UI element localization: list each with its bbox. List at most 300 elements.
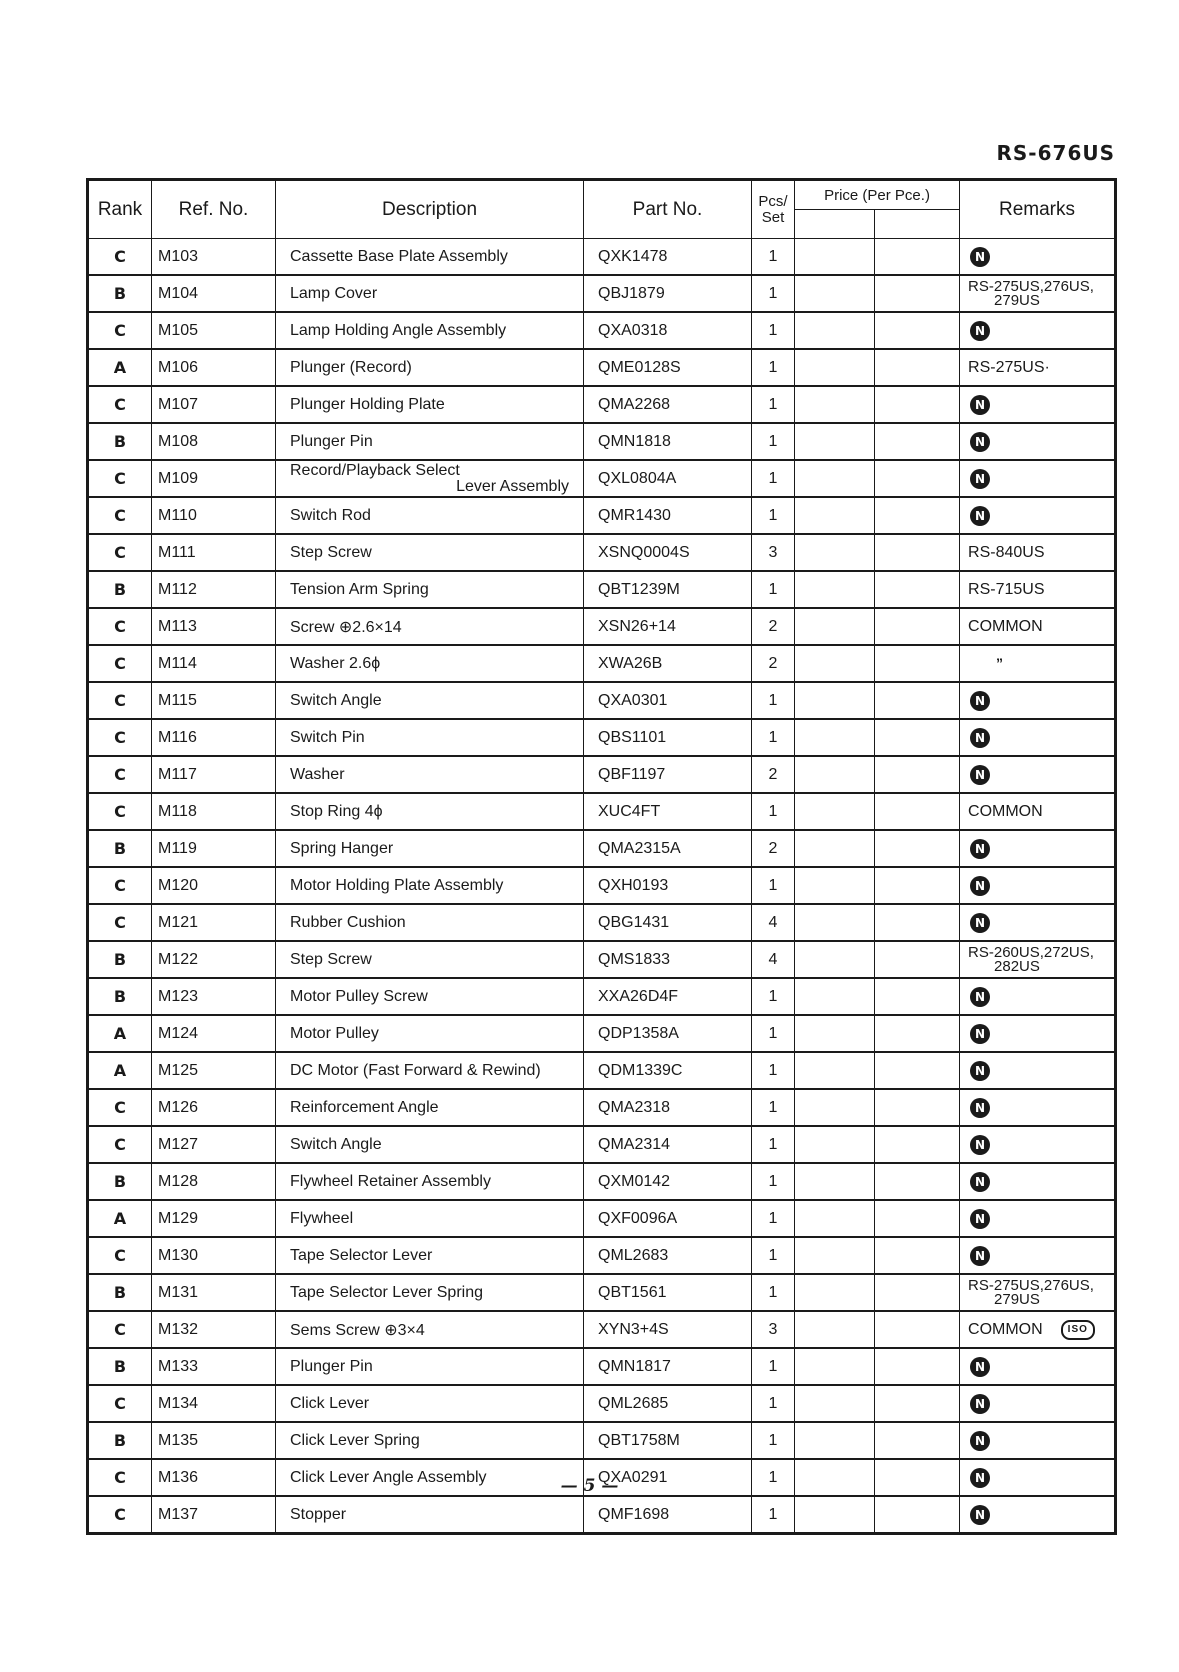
pcs-set-cell: 3 <box>752 534 795 571</box>
new-part-icon: N <box>970 395 990 415</box>
price-cell-2 <box>875 571 960 608</box>
price-cell-2 <box>875 1126 960 1163</box>
ref-no-cell: M116 <box>152 719 276 756</box>
price-cell-1 <box>795 534 875 571</box>
price-cell-2 <box>875 423 960 460</box>
ref-no-cell: M136 <box>152 1459 276 1496</box>
pcs-set-cell: 1 <box>752 1459 795 1496</box>
pcs-set-cell: 1 <box>752 275 795 312</box>
remarks-cell <box>960 1422 1116 1459</box>
pcs-set-cell: 1 <box>752 571 795 608</box>
ref-no-cell: M112 <box>152 571 276 608</box>
remarks-cell <box>960 534 1116 571</box>
remarks-cell <box>960 756 1116 793</box>
price-cell-1 <box>795 1311 875 1348</box>
remark-text: COMMON <box>968 802 1043 820</box>
price-cell-2 <box>875 239 960 276</box>
price-cell-1 <box>795 830 875 867</box>
part-no-cell: QXA0318 <box>584 312 752 349</box>
description-cell: Screw ⊕2.6×14 <box>276 608 584 645</box>
part-no-cell: QXH0193 <box>584 867 752 904</box>
remarks-cell <box>960 1274 1116 1311</box>
part-no-cell: XXA26D4F <box>584 978 752 1015</box>
rank-cell: B <box>88 1274 152 1311</box>
ref-no-cell: M110 <box>152 497 276 534</box>
new-part-icon: N <box>970 1394 990 1414</box>
description-cell: Stopper <box>276 1496 584 1534</box>
rank-cell: A <box>88 1052 152 1089</box>
remarks-cell <box>960 719 1116 756</box>
pcs-set-cell: 4 <box>752 941 795 978</box>
remarks-cell <box>960 1200 1116 1237</box>
price-cell-2 <box>875 349 960 386</box>
ref-no-cell: M137 <box>152 1496 276 1534</box>
pcs-set-cell: 1 <box>752 1385 795 1422</box>
description-cell: Tension Arm Spring <box>276 571 584 608</box>
part-no-cell: QBT1561 <box>584 1274 752 1311</box>
rank-cell: C <box>88 756 152 793</box>
new-part-icon: N <box>970 1357 990 1377</box>
description-line-2: Lever Assembly <box>456 477 569 495</box>
description-cell: Sems Screw ⊕3×4 <box>276 1311 584 1348</box>
price-cell-1 <box>795 904 875 941</box>
table-row <box>88 275 1116 312</box>
pcs-set-cell: 1 <box>752 497 795 534</box>
part-no-cell: QXA0301 <box>584 682 752 719</box>
remarks-cell <box>960 275 1116 312</box>
ref-no-cell: M125 <box>152 1052 276 1089</box>
price-cell-1 <box>795 645 875 682</box>
part-no-cell: QDM1339C <box>584 1052 752 1089</box>
remarks-cell <box>960 978 1116 1015</box>
price-cell-2 <box>875 941 960 978</box>
table-row <box>88 1422 1116 1459</box>
description-cell: Rubber Cushion <box>276 904 584 941</box>
ref-no-cell: M131 <box>152 1274 276 1311</box>
pcs-set-cell: 2 <box>752 830 795 867</box>
table-row <box>88 386 1116 423</box>
remark-line-1: RS-275US,276US, <box>968 277 1094 295</box>
price-cell-2 <box>875 497 960 534</box>
part-no-cell: XSN26+14 <box>584 608 752 645</box>
pcs-set-cell: 1 <box>752 312 795 349</box>
description-cell: Switch Pin <box>276 719 584 756</box>
rank-cell: B <box>88 978 152 1015</box>
table-header <box>88 180 1116 239</box>
model-number: RS-676US <box>996 141 1115 165</box>
ref-no-cell: M115 <box>152 682 276 719</box>
table-row <box>88 608 1116 645</box>
remarks-cell <box>960 1348 1116 1385</box>
new-part-icon: N <box>970 432 990 452</box>
remarks-cell <box>960 1385 1116 1422</box>
new-part-icon: N <box>970 1209 990 1229</box>
pcs-set-cell: 1 <box>752 239 795 276</box>
new-part-icon: N <box>970 876 990 896</box>
remark-line-1: RS-260US,272US, <box>968 943 1094 961</box>
price-cell-1 <box>795 1052 875 1089</box>
part-no-cell: QMS1833 <box>584 941 752 978</box>
header-price: Price (Per Pce.) <box>795 180 960 210</box>
price-cell-1 <box>795 1015 875 1052</box>
rank-cell: C <box>88 1311 152 1348</box>
description-cell: Stop Ring 4ϕ <box>276 793 584 830</box>
description-cell: Lamp Holding Angle Assembly <box>276 312 584 349</box>
pcs-set-cell: 1 <box>752 1422 795 1459</box>
part-no-cell: QMA2318 <box>584 1089 752 1126</box>
pcs-set-cell: 1 <box>752 793 795 830</box>
new-part-icon: N <box>970 321 990 341</box>
remarks-cell <box>960 1126 1116 1163</box>
pcs-set-cell: 1 <box>752 1237 795 1274</box>
price-cell-2 <box>875 275 960 312</box>
description-cell: Click Lever <box>276 1385 584 1422</box>
new-part-icon: N <box>970 247 990 267</box>
new-part-icon: N <box>970 1468 990 1488</box>
price-cell-2 <box>875 386 960 423</box>
remarks-cell <box>960 312 1116 349</box>
price-cell-2 <box>875 312 960 349</box>
new-part-icon: N <box>970 1061 990 1081</box>
rank-cell: A <box>88 1200 152 1237</box>
price-cell-2 <box>875 1163 960 1200</box>
table-row <box>88 460 1116 497</box>
price-cell-1 <box>795 756 875 793</box>
price-cell-1 <box>795 497 875 534</box>
table-row <box>88 1348 1116 1385</box>
new-part-icon: N <box>970 913 990 933</box>
pcs-set-cell: 2 <box>752 756 795 793</box>
new-part-icon: N <box>970 1135 990 1155</box>
rank-cell: B <box>88 941 152 978</box>
price-cell-1 <box>795 423 875 460</box>
pcs-set-cell: 1 <box>752 349 795 386</box>
table-row <box>88 1052 1116 1089</box>
part-no-cell: QMA2315A <box>584 830 752 867</box>
ref-no-cell: M114 <box>152 645 276 682</box>
rank-cell: B <box>88 423 152 460</box>
ref-no-cell: M103 <box>152 239 276 276</box>
remarks-cell <box>960 682 1116 719</box>
iso-icon: ISO <box>1061 1320 1095 1340</box>
rank-cell: B <box>88 1348 152 1385</box>
price-cell-2 <box>875 1200 960 1237</box>
pcs-set-cell: 1 <box>752 386 795 423</box>
ref-no-cell: M129 <box>152 1200 276 1237</box>
table-row <box>88 1163 1116 1200</box>
table-row <box>88 830 1116 867</box>
pcs-set-cell: 1 <box>752 1052 795 1089</box>
pcs-set-cell: 1 <box>752 423 795 460</box>
pcs-set-cell: 1 <box>752 1274 795 1311</box>
price-cell-2 <box>875 1052 960 1089</box>
rank-cell: C <box>88 1237 152 1274</box>
rank-cell: C <box>88 460 152 497</box>
rank-cell: C <box>88 904 152 941</box>
table-row <box>88 239 1116 276</box>
remark-text: COMMON <box>968 1320 1043 1338</box>
remarks-cell <box>960 608 1116 645</box>
price-cell-2 <box>875 608 960 645</box>
table-row <box>88 682 1116 719</box>
description-cell: Washer 2.6ϕ <box>276 645 584 682</box>
price-cell-1 <box>795 682 875 719</box>
remarks-cell <box>960 239 1116 276</box>
price-cell-2 <box>875 1422 960 1459</box>
price-cell-2 <box>875 1089 960 1126</box>
description-cell: Cassette Base Plate Assembly <box>276 239 584 276</box>
price-cell-1 <box>795 608 875 645</box>
part-no-cell: QMF1698 <box>584 1496 752 1534</box>
description-cell: Switch Angle <box>276 682 584 719</box>
remarks-cell <box>960 793 1116 830</box>
rank-cell: A <box>88 1015 152 1052</box>
remarks-cell <box>960 1237 1116 1274</box>
rank-cell: B <box>88 571 152 608</box>
table-row <box>88 423 1116 460</box>
price-cell-1 <box>795 386 875 423</box>
price-cell-2 <box>875 1385 960 1422</box>
pcs-set-cell: 1 <box>752 1200 795 1237</box>
new-part-icon: N <box>970 1024 990 1044</box>
pcs-set-cell: 1 <box>752 1015 795 1052</box>
pcs-set-cell: 1 <box>752 1089 795 1126</box>
ref-no-cell: M113 <box>152 608 276 645</box>
rank-cell: C <box>88 239 152 276</box>
part-no-cell: QBG1431 <box>584 904 752 941</box>
ref-no-cell: M124 <box>152 1015 276 1052</box>
description-cell: DC Motor (Fast Forward & Rewind) <box>276 1052 584 1089</box>
rank-cell: B <box>88 830 152 867</box>
pcs-set-cell: 1 <box>752 867 795 904</box>
header-rank: Rank <box>88 180 152 239</box>
price-cell-2 <box>875 1348 960 1385</box>
rank-cell: C <box>88 1126 152 1163</box>
rank-cell: C <box>88 645 152 682</box>
remarks-cell <box>960 1496 1116 1534</box>
rank-cell: C <box>88 682 152 719</box>
pcs-set-cell: 1 <box>752 682 795 719</box>
price-cell-1 <box>795 1237 875 1274</box>
ref-no-cell: M104 <box>152 275 276 312</box>
part-no-cell: XYN3+4S <box>584 1311 752 1348</box>
price-cell-2 <box>875 1237 960 1274</box>
remarks-cell <box>960 1311 1116 1348</box>
ref-no-cell: M133 <box>152 1348 276 1385</box>
ref-no-cell: M135 <box>152 1422 276 1459</box>
price-cell-2 <box>875 793 960 830</box>
price-cell-1 <box>795 793 875 830</box>
part-no-cell: QDP1358A <box>584 1015 752 1052</box>
part-no-cell: QXM0142 <box>584 1163 752 1200</box>
ref-no-cell: M109 <box>152 460 276 497</box>
price-cell-1 <box>795 1163 875 1200</box>
ref-no-cell: M127 <box>152 1126 276 1163</box>
table-row <box>88 867 1116 904</box>
rank-cell: B <box>88 1422 152 1459</box>
new-part-icon: N <box>970 728 990 748</box>
parts-table <box>86 178 1117 1535</box>
part-no-cell: XUC4FT <box>584 793 752 830</box>
pcs-set-cell: 3 <box>752 1311 795 1348</box>
pcs-set-cell: 2 <box>752 645 795 682</box>
header-description: Description <box>276 180 584 239</box>
ref-no-cell: M105 <box>152 312 276 349</box>
remark-text: RS-275US· <box>968 358 1050 376</box>
pcs-set-cell: 1 <box>752 1348 795 1385</box>
page-number: — 5 — <box>560 1476 619 1496</box>
description-cell: Click Lever Angle Assembly <box>276 1459 584 1496</box>
table-row <box>88 645 1116 682</box>
price-cell-1 <box>795 1274 875 1311</box>
price-cell-1 <box>795 1496 875 1534</box>
part-no-cell: QMR1430 <box>584 497 752 534</box>
part-no-cell: XSNQ0004S <box>584 534 752 571</box>
table-row <box>88 534 1116 571</box>
rank-cell: C <box>88 534 152 571</box>
rank-cell: C <box>88 1496 152 1534</box>
rank-cell: B <box>88 275 152 312</box>
new-part-icon: N <box>970 765 990 785</box>
header-part-no: Part No. <box>584 180 752 239</box>
description-line-1: Record/Playback Select <box>290 461 460 479</box>
price-cell-2 <box>875 867 960 904</box>
pcs-set-cell: 1 <box>752 460 795 497</box>
remark-text: RS-715US <box>968 580 1045 598</box>
part-no-cell: QML2685 <box>584 1385 752 1422</box>
table-row <box>88 1385 1116 1422</box>
part-no-cell: QMN1818 <box>584 423 752 460</box>
price-cell-2 <box>875 904 960 941</box>
table-row <box>88 978 1116 1015</box>
remarks-cell <box>960 1052 1116 1089</box>
part-no-cell: QBT1758M <box>584 1422 752 1459</box>
ref-no-cell: M120 <box>152 867 276 904</box>
part-no-cell: QMA2314 <box>584 1126 752 1163</box>
remarks-cell <box>960 571 1116 608</box>
table-row <box>88 1311 1116 1348</box>
ref-no-cell: M128 <box>152 1163 276 1200</box>
description-cell: Reinforcement Angle <box>276 1089 584 1126</box>
price-cell-2 <box>875 460 960 497</box>
remark-line-2: 282US <box>994 957 1040 975</box>
header-price-sub-2 <box>875 210 960 239</box>
description-cell: Click Lever Spring <box>276 1422 584 1459</box>
header-price-sub-1 <box>795 210 875 239</box>
price-cell-1 <box>795 1385 875 1422</box>
remarks-cell <box>960 867 1116 904</box>
price-cell-1 <box>795 1348 875 1385</box>
table-row <box>88 1089 1116 1126</box>
price-cell-1 <box>795 941 875 978</box>
table-row <box>88 349 1116 386</box>
new-part-icon: N <box>970 1505 990 1525</box>
table-row <box>88 756 1116 793</box>
price-cell-1 <box>795 239 875 276</box>
rank-cell: C <box>88 312 152 349</box>
description-cell: Spring Hanger <box>276 830 584 867</box>
new-part-icon: N <box>970 506 990 526</box>
table-row <box>88 1274 1116 1311</box>
table-row <box>88 941 1116 978</box>
part-no-cell: QMN1817 <box>584 1348 752 1385</box>
price-cell-1 <box>795 460 875 497</box>
pcs-set-cell: 2 <box>752 608 795 645</box>
header-remarks: Remarks <box>960 180 1116 239</box>
remark-text: RS-840US <box>968 543 1045 561</box>
ref-no-cell: M132 <box>152 1311 276 1348</box>
rank-cell: A <box>88 349 152 386</box>
part-no-cell: QBJ1879 <box>584 275 752 312</box>
part-no-cell: QXA0291 <box>584 1459 752 1496</box>
pcs-set-cell: 1 <box>752 719 795 756</box>
table-row <box>88 904 1116 941</box>
ref-no-cell: M134 <box>152 1385 276 1422</box>
rank-cell: C <box>88 1459 152 1496</box>
description-cell: Flywheel Retainer Assembly <box>276 1163 584 1200</box>
remarks-cell <box>960 941 1116 978</box>
description-cell: Switch Rod <box>276 497 584 534</box>
price-cell-2 <box>875 645 960 682</box>
table-row <box>88 1126 1116 1163</box>
price-cell-1 <box>795 1126 875 1163</box>
price-cell-2 <box>875 1274 960 1311</box>
table-row <box>88 1496 1116 1534</box>
part-no-cell: QBF1197 <box>584 756 752 793</box>
table-row <box>88 1200 1116 1237</box>
description-cell: Tape Selector Lever <box>276 1237 584 1274</box>
remark-text: COMMON <box>968 617 1043 635</box>
pcs-set-cell: 1 <box>752 1163 795 1200</box>
price-cell-2 <box>875 1496 960 1534</box>
remark-line-2: 279US <box>994 1290 1040 1308</box>
rank-cell: C <box>88 386 152 423</box>
remarks-cell <box>960 830 1116 867</box>
header-pcs-set: Pcs/ Set <box>752 180 795 239</box>
ref-no-cell: M118 <box>152 793 276 830</box>
price-cell-2 <box>875 830 960 867</box>
price-cell-1 <box>795 275 875 312</box>
ref-no-cell: M119 <box>152 830 276 867</box>
rank-cell: C <box>88 719 152 756</box>
ref-no-cell: M126 <box>152 1089 276 1126</box>
pcs-set-cell: 1 <box>752 1496 795 1534</box>
price-cell-1 <box>795 719 875 756</box>
table-body <box>88 239 1116 1534</box>
price-cell-1 <box>795 1200 875 1237</box>
description-cell: Plunger Holding Plate <box>276 386 584 423</box>
rank-cell: C <box>88 608 152 645</box>
part-no-cell: QXF0096A <box>584 1200 752 1237</box>
remarks-cell <box>960 1015 1116 1052</box>
remarks-cell <box>960 460 1116 497</box>
part-no-cell: XWA26B <box>584 645 752 682</box>
ref-no-cell: M111 <box>152 534 276 571</box>
price-cell-2 <box>875 756 960 793</box>
description-cell: Tape Selector Lever Spring <box>276 1274 584 1311</box>
pcs-set-cell: 4 <box>752 904 795 941</box>
description-cell: Motor Pulley Screw <box>276 978 584 1015</box>
ref-no-cell: M107 <box>152 386 276 423</box>
remarks-cell <box>960 497 1116 534</box>
remarks-cell <box>960 645 1116 682</box>
remark-line-1: RS-275US,276US, <box>968 1276 1094 1294</box>
part-no-cell: QML2683 <box>584 1237 752 1274</box>
table-row <box>88 793 1116 830</box>
new-part-icon: N <box>970 839 990 859</box>
pcs-set-cell: 1 <box>752 1126 795 1163</box>
part-no-cell: QME0128S <box>584 349 752 386</box>
